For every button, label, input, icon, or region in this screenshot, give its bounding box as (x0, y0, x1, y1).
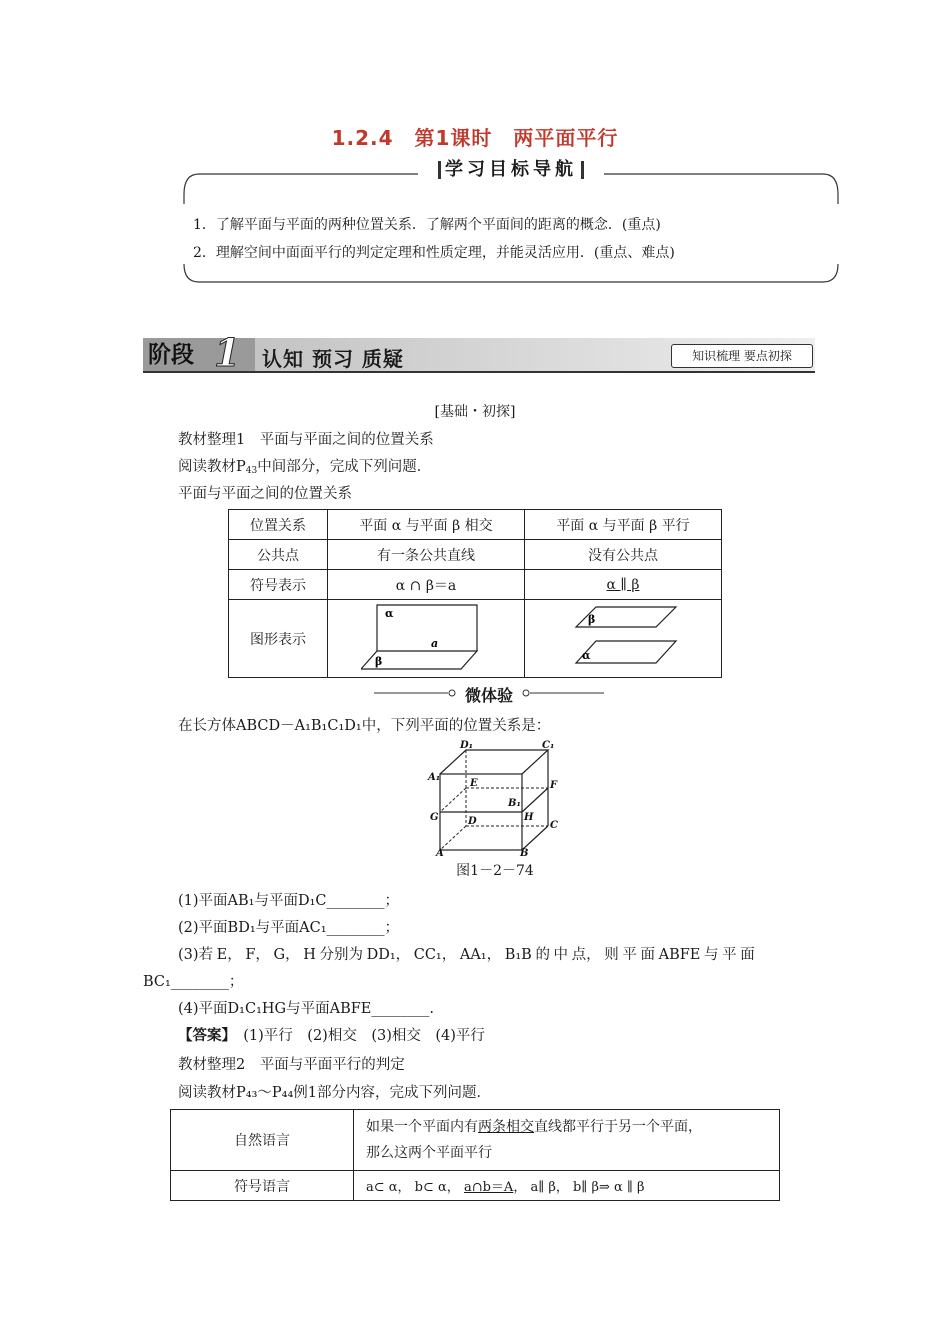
heading-bar-left (438, 161, 441, 179)
svg-text:F: F (550, 780, 558, 791)
table-row (229, 540, 722, 570)
svg-text:β: β (588, 612, 596, 626)
table-cell: 位置关系 (229, 510, 328, 540)
page-title: 1.2.4 第1课时 两平面平行 (331, 126, 619, 150)
table-cell: 有一条公共直线 (328, 540, 525, 570)
goal-2: 2．理解空间中面面平行的判定定理和性质定理，并能灵活应用．(重点、难点) (193, 245, 675, 261)
svg-text:B: B (520, 848, 529, 856)
table-cell: 平面 α 与平面 β 相交 (328, 510, 525, 540)
svg-text:B₁: B₁ (508, 798, 521, 809)
question-3-cont: BC₁________； (143, 974, 244, 990)
intersecting-planes-figure (361, 601, 491, 673)
answer-text: (1)平行 (2)相交 (3)相交 (4)平行 (243, 1028, 485, 1044)
svg-text:α: α (385, 606, 394, 620)
answer-line (178, 1024, 485, 1045)
stage-number: 1 (214, 330, 241, 375)
svg-text:a: a (431, 636, 439, 650)
table-cell: α ∥ β (525, 570, 722, 600)
material1-table-caption: 平面与平面之间的位置关系 (178, 486, 352, 502)
svg-text:C: C (550, 820, 558, 831)
section-tag: [基础・初探] (434, 404, 516, 420)
svg-text:A: A (436, 848, 444, 856)
goal-1: 1．了解平面与平面的两种位置关系．了解两个平面间的距离的概念．(重点) (193, 217, 661, 233)
table-cell (328, 600, 525, 678)
table-cell: 没有公共点 (525, 540, 722, 570)
position-table (228, 509, 722, 678)
question-4: (4)平面D₁C₁HG与平面ABFE________. (178, 1001, 434, 1017)
table-cell: a⊂ α， b⊂ α， a∩b＝A， a∥ β， b∥ β⇒ α ∥ β (354, 1171, 780, 1201)
table-cell: 图形表示 (229, 600, 328, 678)
question-3: (3)若 E， F， G， H 分别为 DD₁， CC₁， AA₁， B₁B 的 中 点， 则 平 面 ABFE 与 平 面 (178, 947, 755, 963)
table-row (171, 1110, 780, 1171)
svg-text:C₁: C₁ (542, 740, 555, 751)
answer-label: 【答案】 (178, 1027, 229, 1044)
material1-heading: 教材整理1 平面与平面之间的位置关系 (178, 432, 434, 448)
stage-label: 阶段 (148, 342, 194, 368)
svg-text:β: β (375, 654, 383, 668)
table-cell: 自然语言 (171, 1110, 354, 1171)
question-2: (2)平面BD₁与平面AC₁________； (178, 920, 400, 936)
figure-caption: 图1－2－74 (456, 863, 534, 879)
svg-text:G: G (430, 812, 439, 823)
cuboid-figure (426, 740, 560, 856)
table-row (229, 570, 722, 600)
svg-text:H: H (524, 812, 534, 823)
material2-heading: 教材整理2 平面与平面平行的判定 (178, 1057, 405, 1073)
stage-tag: 知识梳理 要点初探 (671, 344, 813, 368)
svg-text:D₁: D₁ (460, 740, 474, 751)
table-row (171, 1171, 780, 1201)
table-row (229, 600, 722, 678)
material2-reading: 阅读教材P₄₃～P₄₄例1部分内容，完成下列问题． (178, 1085, 491, 1101)
parallel-planes-figure (568, 601, 678, 673)
svg-text:D: D (468, 816, 477, 827)
question-1: (1)平面AB₁与平面D₁C________； (178, 893, 400, 909)
heading-bar-right (581, 161, 584, 179)
goals-heading: 学习目标导航 (418, 155, 604, 185)
stage-subtitle: 认知 预习 质疑 (262, 347, 404, 371)
svg-text:α: α (582, 648, 591, 662)
table-row (229, 510, 722, 540)
svg-text:A₁: A₁ (428, 772, 441, 783)
table-cell: 平面 α 与平面 β 平行 (525, 510, 722, 540)
criterion-table (170, 1109, 780, 1201)
table-cell: 符号表示 (229, 570, 328, 600)
table-cell: 公共点 (229, 540, 328, 570)
table-cell (525, 600, 722, 678)
micro-heading: 微体验 (456, 683, 522, 706)
table-cell: 符号语言 (171, 1171, 354, 1201)
table-cell: 如果一个平面内有两条相交直线都平行于另一个平面， 那么这两个平面平行 (354, 1110, 780, 1171)
svg-text:E: E (470, 778, 478, 789)
material1-reading: 阅读教材$P_{43}$中间部分，完成下列问题． (178, 459, 432, 476)
table-cell: α ∩ β＝a (328, 570, 525, 600)
micro-intro: 在长方体ABCD－A₁B₁C₁D₁中，下列平面的位置关系是： (178, 718, 551, 734)
